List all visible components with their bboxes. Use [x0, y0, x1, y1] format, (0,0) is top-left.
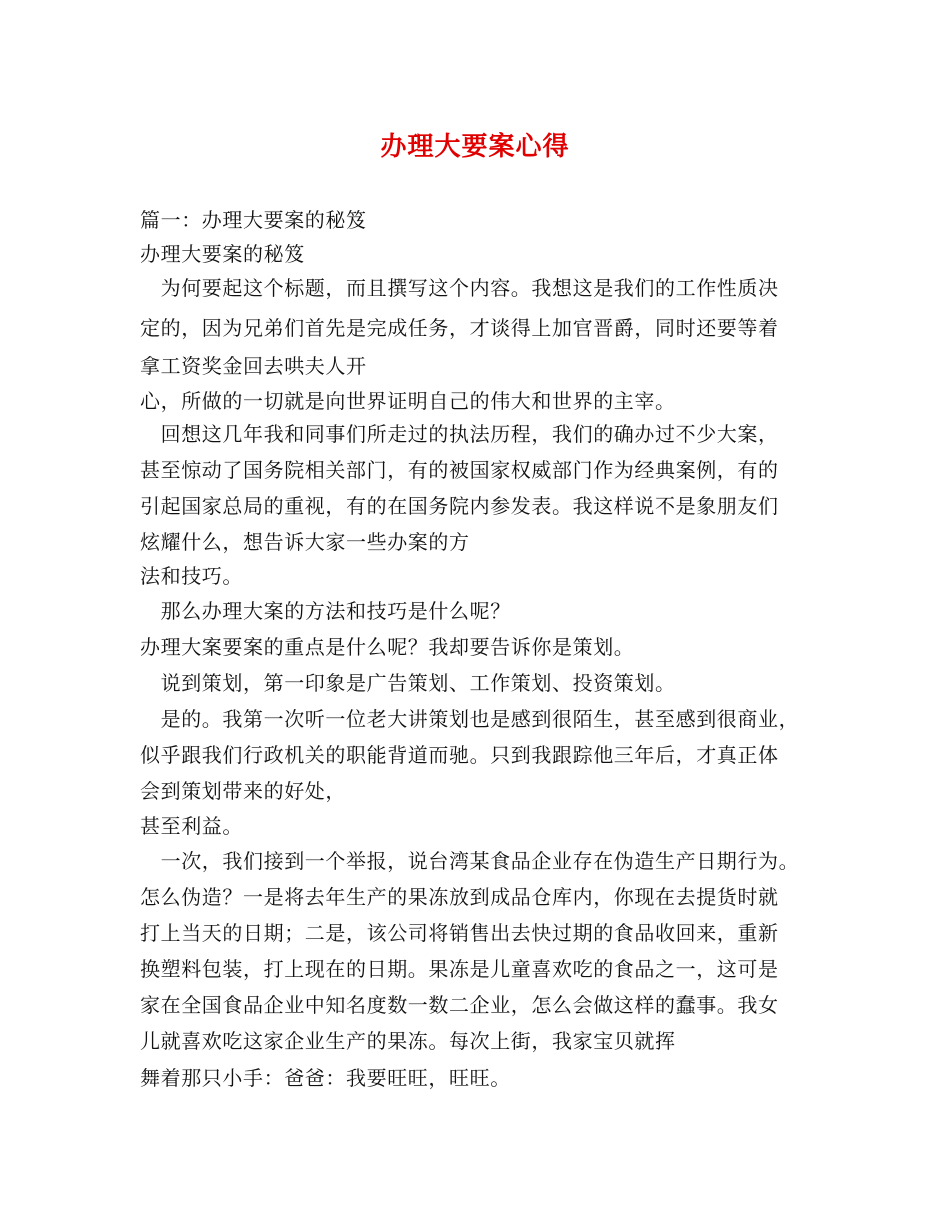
paragraph-line: 说到策划，第一印象是广告策划、工作策划、投资策划。: [140, 671, 676, 695]
paragraph-line: 甚至利益。: [140, 814, 243, 838]
paragraph-line: 是的。我第一次听一位老大讲策划也是感到很陌生，甚至感到很商业，: [140, 707, 800, 731]
paragraph-line: 怎么伪造？一是将去年生产的果冻放到成品仓库内，你现在去提货时就: [140, 885, 779, 909]
paragraph-line: 拿工资奖金回去哄夫人开: [140, 354, 367, 378]
paragraph-line: 法和技巧。: [140, 564, 243, 588]
paragraph-line: 定的，因为兄弟们首先是完成任务，才谈得上加官晋爵，同时还要等着: [140, 316, 779, 340]
paragraph-line: 舞着那只小手：爸爸：我要旺旺，旺旺。: [140, 1066, 511, 1090]
paragraph-line: 甚至惊动了国务院相关部门，有的被国家权威部门作为经典案例，有的: [140, 458, 779, 482]
paragraph-line: 引起国家总局的重视，有的在国务院内参发表。我这样说不是象朋友们: [140, 494, 779, 518]
paragraph-line: 为何要起这个标题，而且撰写这个内容。我想这是我们的工作性质决: [140, 276, 779, 300]
paragraph-line: 打上当天的日期；二是，该公司将销售出去快过期的食品收回来，重新: [140, 921, 779, 945]
section-heading: 篇一：办理大要案的秘笈: [140, 208, 367, 232]
paragraph-line: 办理大要案的秘笈: [140, 242, 305, 266]
paragraph-line: 炫耀什么，想告诉大家一些办案的方: [140, 530, 470, 554]
paragraph-line: 回想这几年我和同事们所走过的执法历程，我们的确办过不少大案，: [140, 422, 779, 446]
paragraph-line: 办理大案要案的重点是什么呢？我却要告诉你是策划。: [140, 635, 635, 659]
paragraph-line: 家在全国食品企业中知名度数一数二企业，怎么会做这样的蠢事。我女: [140, 993, 779, 1017]
paragraph-line: 那么办理大案的方法和技巧是什么呢？: [140, 599, 511, 623]
paragraph-line: 换塑料包装，打上现在的日期。果冻是儿童喜欢吃的食品之一，这可是: [140, 957, 779, 981]
paragraph-line: 一次，我们接到一个举报，说台湾某食品企业存在伪造生产日期行为。: [140, 849, 800, 873]
paragraph-line: 似乎跟我们行政机关的职能背道而驰。只到我跟踪他三年后，才真正体: [140, 743, 779, 767]
paragraph-line: 心，所做的一切就是向世界证明自己的伟大和世界的主宰。: [140, 389, 676, 413]
paragraph-line: 儿就喜欢吃这家企业生产的果冻。每次上街，我家宝贝就挥: [140, 1029, 676, 1053]
paragraph-line: 会到策划带来的好处，: [140, 779, 346, 803]
document-title: 办理大要案心得: [380, 132, 570, 162]
